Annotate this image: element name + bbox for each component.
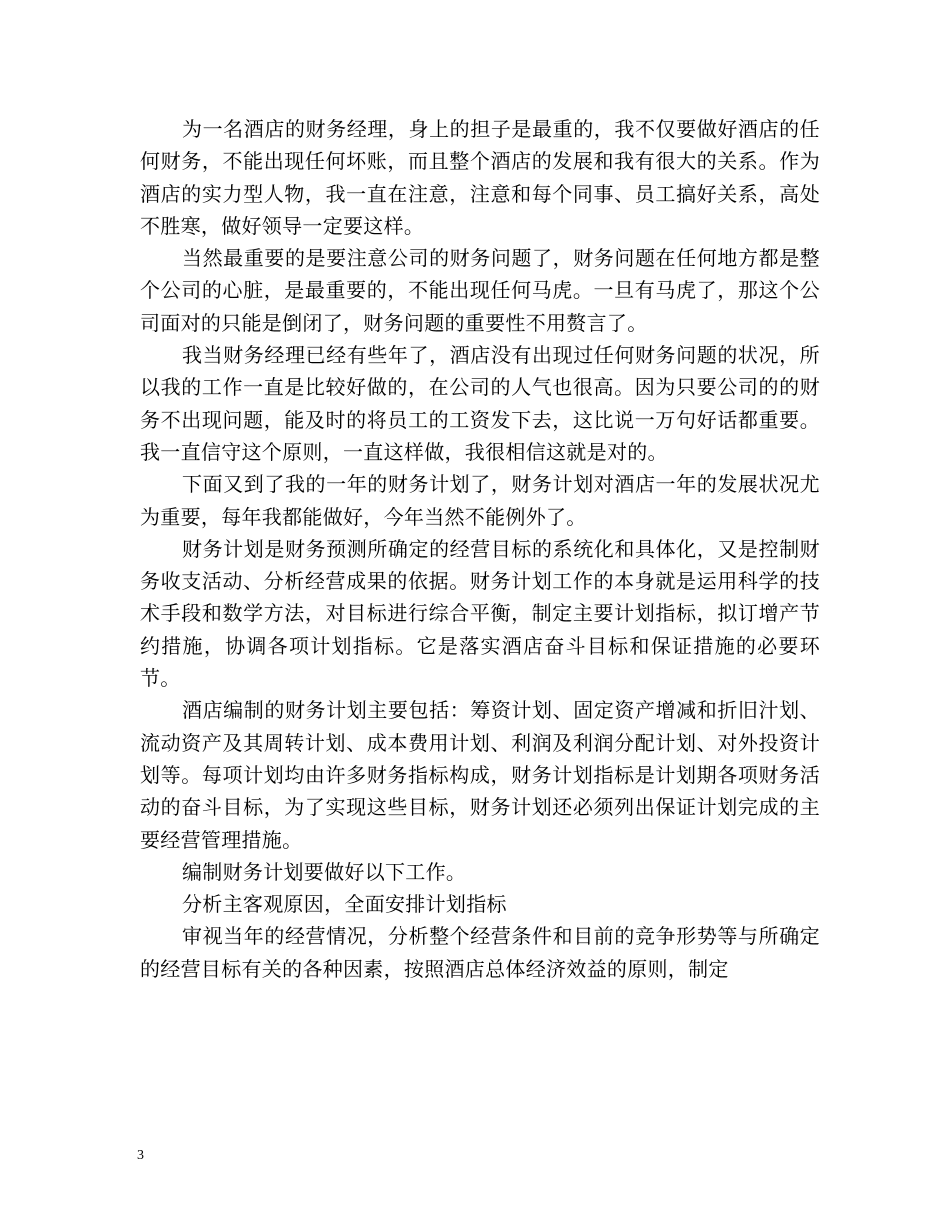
paragraph: 我当财务经理已经有些年了，酒店没有出现过任何财务问题的状况，所以我的工作一直是比较好做的，在公司的人气也很高。因为只要公司的的财务不出现问题，能及时的将员工的工资发下去，这比说一万句好话都重要。我一直信守这个原则，一直这样做，我很相信这就是对的。: [140, 343, 820, 464]
paragraph: 财务计划是财务预测所确定的经营目标的系统化和具体化，又是控制财务收支活动、分析经营成果的依据。财务计划工作的本身就是运用科学的技术手段和数学方法，对目标进行综合平衡，制定主要计划指标，拟订增产节约措施，协调各项计划指标。它是落实酒店奋斗目标和保证措施的必要环节。: [140, 536, 820, 691]
paragraph: 为一名酒店的财务经理，身上的担子是最重的，我不仅要做好酒店的任何财务，不能出现任何坏账，而且整个酒店的发展和我有很大的关系。作为酒店的实力型人物，我一直在注意，注意和每个同事、员工搞好关系，高处不胜寒，做好领导一定要这样。: [140, 117, 820, 238]
paragraph: 酒店编制的财务计划主要包括：筹资计划、固定资产增减和折旧汁划、流动资产及其周转计划、成本费用计划、利润及利润分配计划、对外投资计划等。每项计划均由许多财务指标构成，财务计划指标是计划期各项财务活动的奋斗目标，为了实现这些目标，财务计划还必须列出保证计划完成的主要经营管理措施。: [140, 698, 820, 852]
paragraph: 当然最重要的是要注意公司的财务问题了，财务问题在任何地方都是整个公司的心脏，是最重要的，不能出现任何马虎。一旦有马虎了，那这个公司面对的只能是倒闭了，财务问题的重要性不用赘言了。: [140, 246, 820, 335]
body-text: [140, 113, 820, 985]
page-number: 3: [137, 1148, 144, 1163]
paragraph: 下面又到了我的一年的财务计划了，财务计划对酒店一年的发展状况尤为重要，每年我都能做好，今年当然不能例外了。: [140, 472, 820, 529]
paragraph: 编制财务计划要做好以下工作。: [182, 859, 467, 884]
section-heading: 分析主客观原因，全面安排计划指标: [182, 892, 507, 917]
paragraph: 审视当年的经营情况，分析整个经营条件和目前的竞争形势等与所确定的经营目标有关的各种因素，按照酒店总体经济效益的原则，制定: [140, 924, 820, 981]
